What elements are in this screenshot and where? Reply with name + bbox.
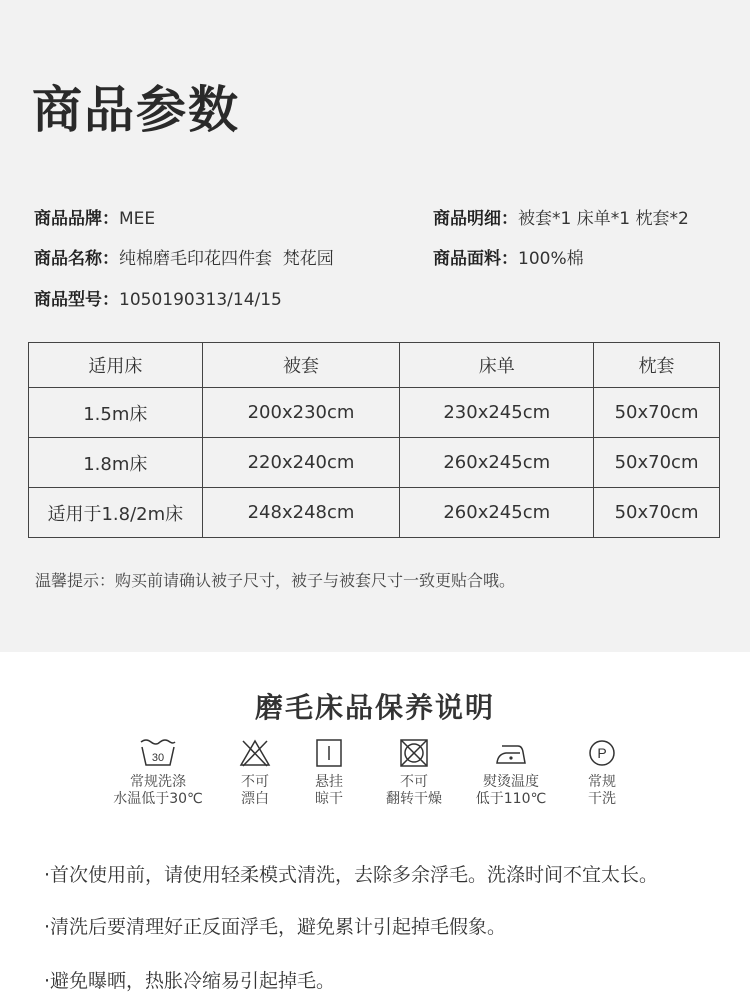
spec-model: [34, 285, 282, 310]
table-row: [29, 388, 720, 438]
care-label: [547, 774, 657, 808]
care-label-line: 熨烫温度: [483, 774, 539, 790]
table-cell: 260x245cm: [400, 438, 594, 488]
care-label: [103, 774, 213, 808]
table-cell: 50x70cm: [594, 488, 720, 538]
table-row: [29, 438, 720, 488]
table-cell: 50x70cm: [594, 388, 720, 438]
dry-clean-p-icon: [587, 738, 617, 768]
table-cell: 1.5m床: [29, 388, 203, 438]
care-item: [547, 738, 657, 808]
care-label-line: 水温低于30℃: [113, 791, 203, 807]
table-header-cell: 被套: [202, 343, 400, 388]
spec-model-value: 1050190313/14/15: [119, 290, 282, 310]
table-cell: 1.8m床: [29, 438, 203, 488]
table-header-cell: 枕套: [594, 343, 720, 388]
table-cell: 230x245cm: [400, 388, 594, 438]
spec-model-label: 商品型号：: [34, 290, 119, 310]
care-note: ·首次使用前，请使用轻柔模式清洗，去除多余浮毛。洗涤时间不宜太长。: [44, 864, 659, 886]
iron-110-icon: [494, 738, 528, 768]
hang-dry-icon: [314, 738, 344, 768]
table-header-cell: 床单: [400, 343, 594, 388]
table-cell: 248x248cm: [202, 488, 400, 538]
spec-name-label: 商品名称：: [34, 249, 119, 269]
care-label-line: 干洗: [588, 791, 616, 807]
care-label-line: 翻转干燥: [386, 791, 442, 807]
care-label-line: 不可: [241, 774, 269, 790]
spec-name: [34, 244, 334, 269]
care-label-line: 晾干: [315, 791, 343, 807]
spec-fabric: [433, 244, 584, 269]
care-label-line: 常规洗涤: [130, 774, 186, 790]
spec-fabric-value: 100%棉: [518, 249, 584, 269]
size-table: [28, 342, 720, 538]
care-label-line: 常规: [588, 774, 616, 790]
table-row: [29, 488, 720, 538]
care-label-line: 悬挂: [315, 774, 343, 790]
spec-detail: [433, 204, 689, 229]
table-header-row: [29, 343, 720, 388]
care-label: [359, 774, 469, 808]
care-label-line: 低于110℃: [475, 791, 547, 807]
spec-brand: [34, 204, 155, 229]
page-title: 商品参数: [32, 81, 240, 139]
care-note: ·清洗后要清理好正反面浮毛，避免累计引起掉毛假象。: [44, 916, 507, 938]
care-label-line: 漂白: [241, 791, 269, 807]
table-cell: 220x240cm: [202, 438, 400, 488]
size-tip: 温馨提示：购买前请确认被子尺寸，被子与被套尺寸一致更贴合哦。: [35, 571, 516, 590]
wash-temp: 30: [151, 752, 165, 764]
care-item: [103, 738, 213, 808]
care-title: 磨毛床品保养说明: [254, 691, 495, 724]
spec-brand-label: 商品品牌：: [34, 209, 119, 229]
table-cell: 50x70cm: [594, 438, 720, 488]
wash-30-icon: [138, 738, 178, 768]
table-cell: 260x245cm: [400, 488, 594, 538]
table-cell: 适用于1.8/2m床: [29, 488, 203, 538]
table-cell: 200x230cm: [202, 388, 400, 438]
care-label-line: 不可: [400, 774, 428, 790]
table-header-cell: 适用床: [29, 343, 203, 388]
care-item: [359, 738, 469, 808]
spec-detail-label: 商品明细：: [433, 209, 518, 229]
no-bleach-icon: [238, 738, 272, 768]
care-note: ·避免曝晒，热胀冷缩易引起掉毛。: [44, 970, 336, 992]
dry-clean-letter: P: [597, 745, 607, 761]
spec-fabric-label: 商品面料：: [433, 249, 518, 269]
no-tumble-dry-icon: [399, 738, 429, 768]
spec-detail-value: 被套*1 床单*1 枕套*2: [518, 209, 689, 229]
spec-brand-value: MEE: [119, 209, 156, 229]
spec-name-value: 纯棉磨毛印花四件套 梵花园: [119, 249, 334, 269]
